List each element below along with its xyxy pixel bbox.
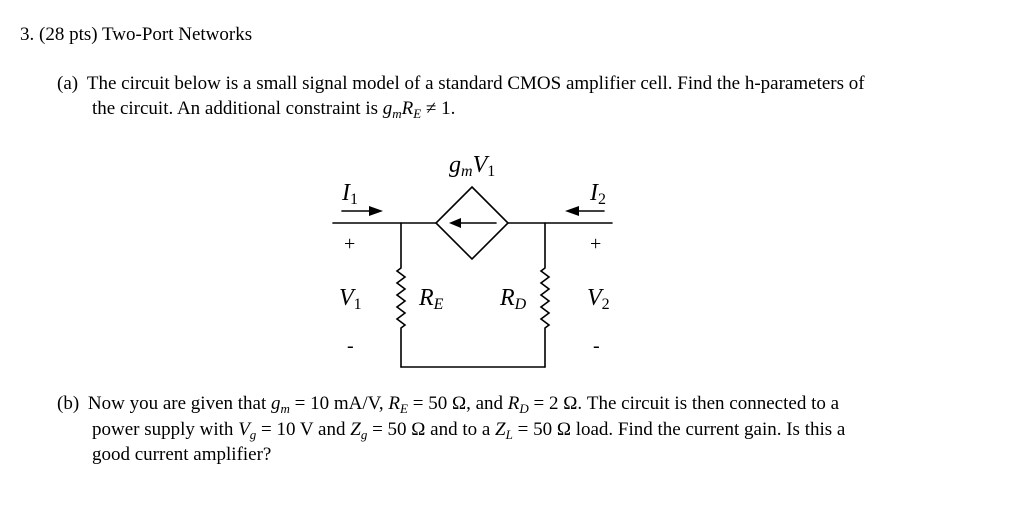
i1-label: I1	[342, 180, 358, 208]
rd-resistor	[541, 223, 549, 367]
part-b-line-3: good current amplifier?	[92, 444, 272, 465]
constraint-expression: $g_mR_E \ne 1$.	[382, 98, 456, 121]
vg-symbol: $V_g$	[238, 419, 257, 442]
re-symbol: $R_E$	[388, 393, 408, 416]
i1-arrow-head	[369, 206, 383, 216]
port2-minus: -	[593, 335, 600, 357]
part-a-label: (a)	[57, 73, 79, 94]
i2-label: I2	[590, 180, 606, 208]
problem-title: Two-Port Networks	[102, 24, 253, 45]
v2-label: V2	[587, 285, 610, 313]
part-b-label: (b)	[57, 393, 80, 414]
port2-plus: +	[590, 233, 602, 255]
rd-symbol: $R_D$	[507, 393, 529, 416]
source-label: gmV1	[449, 152, 496, 180]
port1-minus: -	[347, 335, 354, 357]
part-a-text-2: the circuit. An additional constraint is	[92, 98, 378, 119]
i2-arrow-head	[565, 206, 579, 216]
re-resistor	[397, 223, 405, 367]
part-b-line-1: (b) Now you are given that $g_m = 10$ mA/V, $R_E = 50$ Ω, and $R_D = 2$ Ω. The circuit is then connected to a	[57, 393, 840, 416]
part-a-text-1: The circuit below is a small signal model of a standard CMOS amplifier cell. Find the h-parameters of	[86, 73, 865, 94]
gm-symbol: $g_m$	[271, 393, 290, 416]
part-b-line-2: power supply with $V_g = 10$ V and $Z_g = 50$ Ω and to a $Z_L = 50$ Ω load. Find the current gain. Is this a	[92, 419, 846, 442]
v1-label: V1	[339, 285, 362, 313]
rd-label: RD	[500, 285, 527, 313]
problem-points: (28 pts)	[39, 24, 98, 45]
zl-symbol: $Z_L$	[495, 419, 513, 442]
port1-plus: +	[344, 233, 356, 255]
dependent-source-arrow-head	[449, 218, 461, 228]
re-label: RE	[419, 285, 444, 313]
problem-number: 3.	[20, 24, 35, 45]
zg-symbol: $Z_g$	[350, 419, 368, 442]
